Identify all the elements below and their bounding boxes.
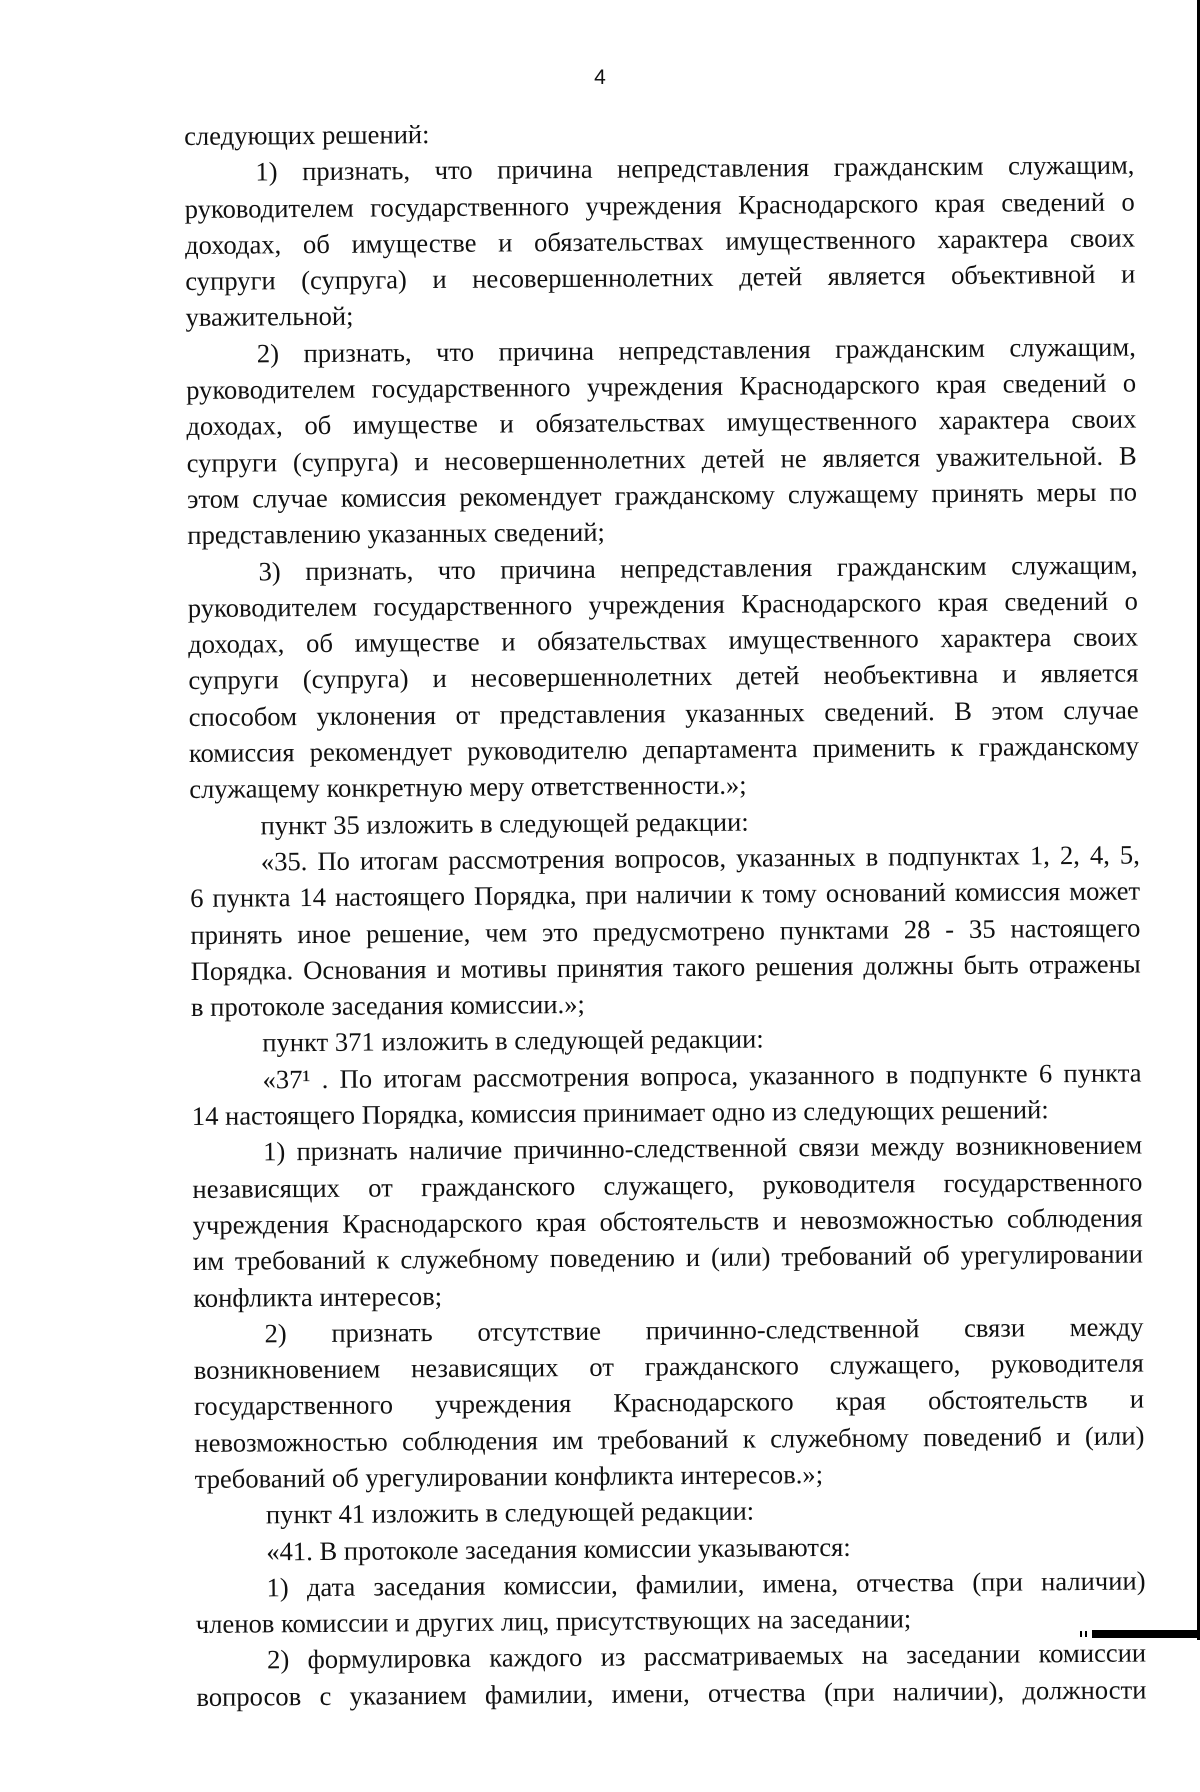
text-line: «35. По итогам рассмотрения вопросов, указанных в подпунктах 1, 2, 4, 5,: [260, 839, 1140, 877]
text-line: пункт 35 изложить в следующей редакции:: [260, 806, 749, 841]
text-line: способом уклонения от представления указанных сведений. В этом случае: [188, 694, 1139, 732]
scan-tick-mark: [1085, 1631, 1087, 1637]
text-line: «37¹ . По итогам рассмотрения вопроса, указанного в подпункте 6 пункта: [262, 1057, 1142, 1095]
text-line: доходах, об имуществе и обязательствах имущественного характера своих: [188, 621, 1139, 660]
text-line: 6 пункта 14 настоящего Порядка, при наличии к тому оснований комиссия может: [190, 875, 1141, 914]
text-line: 1) признать, что причина непредставления гражданским служащим,: [255, 149, 1135, 187]
text-line: этом случае комиссия рекомендует гражданскому служащему принять меры по: [186, 476, 1138, 514]
text-line: членов комиссии и других лиц, присутствующих на заседании;: [195, 1603, 912, 1640]
text-line: Порядка. Основания и мотивы принятия такого решения должны быть отражены: [190, 948, 1141, 986]
text-line: принять иное решение, чем это предусмотрено пунктами 28 - 35 настоящего: [190, 912, 1141, 950]
text-line: комиссия рекомендует руководителю департамента применить к гражданскому: [188, 730, 1140, 769]
text-line: пункт 41 изложить в следующей редакции:: [265, 1495, 755, 1530]
text-line: независящих от гражданского служащего, руководителя государственного: [192, 1166, 1143, 1204]
text-line: 3) признать, что причина непредставления гражданским служащим,: [258, 549, 1138, 586]
text-line: 14 настоящего Порядка, комиссия принимает одно из следующих решений:: [191, 1094, 1049, 1131]
text-line: уважительной;: [185, 301, 354, 333]
text-line: руководителем государственного учреждения Краснодарского края сведений о: [187, 585, 1138, 623]
text-line: 2) формулировка каждого из рассматриваемых на заседании комиссии: [266, 1637, 1147, 1675]
text-line: доходах, об имуществе и обязательствах имущественного характера своих: [184, 222, 1136, 260]
text-line: следующих решений:: [184, 119, 430, 151]
text-line: руководителем государственного учреждения Краснодарского края сведений о: [186, 367, 1137, 406]
text-line: супруги (супруга) и несовершеннолетних детей не является уважительной. В: [186, 440, 1137, 478]
text-line: пункт 371 изложить в следующей редакции:: [262, 1023, 764, 1058]
page-number: 4: [594, 66, 606, 89]
text-line: 2) признать, что причина непредставления гражданским служащим,: [256, 331, 1136, 369]
text-line: супруги (супруга) и несовершеннолетних детей является объективной и: [185, 258, 1136, 297]
text-line: конфликта интересов;: [193, 1280, 443, 1313]
text-line: представлению указанных сведений;: [187, 516, 605, 551]
text-line: невозможностью соблюдения им требований к служебному поведениб и (или): [194, 1420, 1145, 1458]
scan-bar-mark: [1092, 1630, 1200, 1638]
text-line: доходах, об имуществе и обязательствах имущественного характера своих: [186, 403, 1137, 442]
text-line: государственного учреждения Краснодарского края обстоятельств и: [194, 1383, 1145, 1422]
text-line: 2) признать отсутствие причинно-следственной связи между: [264, 1311, 1144, 1349]
text-line: «41. В протоколе заседания комиссии указываются:: [266, 1531, 851, 1566]
text-line: требований об урегулировании конфликта интересов.»;: [194, 1459, 824, 1494]
text-line: служащему конкретную меру ответственности.»;: [189, 769, 747, 805]
text-line: им требований к служебному поведению и (или) требований об урегулировании: [192, 1238, 1144, 1277]
text-line: супруги (супруга) и несовершеннолетних детей необъективна и является: [188, 657, 1139, 696]
text-line: возникновением независящих от гражданского служащего, руководителя: [193, 1347, 1144, 1386]
document-body: [184, 111, 1147, 1715]
text-line: в протоколе заседания комиссии.»;: [190, 989, 585, 1023]
text-line: 1) дата заседания комиссии, фамилии, имена, отчества (при наличии): [266, 1565, 1146, 1603]
text-line: руководителем государственного учреждения Краснодарского края сведений о: [184, 186, 1135, 224]
text-line: 1) признать наличие причинно-следственной связи между возникновением: [263, 1129, 1143, 1167]
text-line: вопросов с указанием фамилии, имени, отчества (при наличии), должности: [196, 1674, 1147, 1712]
text-line: учреждения Краснодарского края обстоятельств и невозможностью соблюдения: [192, 1202, 1143, 1240]
scan-tick-mark: [1080, 1631, 1082, 1637]
